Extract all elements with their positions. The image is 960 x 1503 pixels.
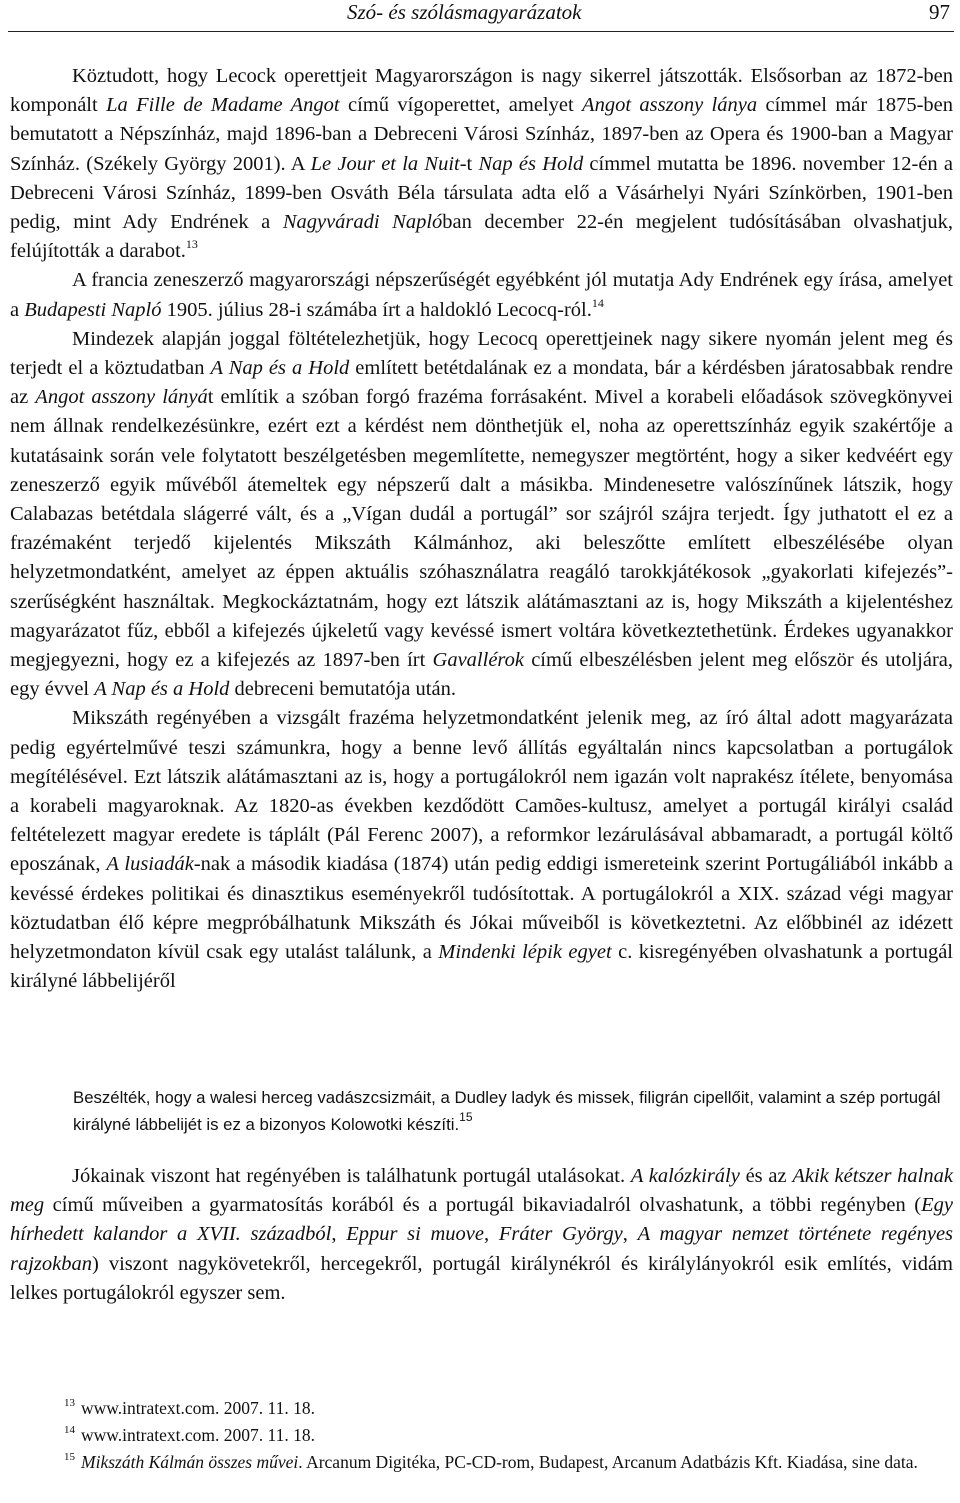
text-run: ,: [622, 1223, 638, 1246]
text-run: ban december 22-én megjelent tudósításában olvashatjuk, felújították a darabot.: [10, 211, 954, 263]
text-run: Beszélték, hogy a walesi herceg vadászcsizmáit, a Dudley ladyk és missek, filigrán cipellőit, valamint a szép portugál királyné lábbelijét is ez a bizonyos Kolowotki készíti.: [73, 1088, 941, 1134]
footnote: [10, 1422, 953, 1449]
paragraph: [10, 325, 953, 705]
footnote-ref: 13: [185, 237, 198, 252]
text-run: -nak a második kiadása (1874) után pedig eddigi ismereteink szerint Portugáliából inkább a kevéssé érdekes politikai és dinasztikus eseményekről tudósítottak. A portugálokról a XIX. század végi magyar köztudatban élő képre megpróbálhatunk Mikszáth és Jókai műveiből is következtetni. Az előbbinél az idézett helyzetmondaton kívül csak egy utalást találunk, a: [10, 853, 953, 964]
main-text-continued: [10, 1162, 953, 1308]
text-run: Mindezek alapján joggal föltételezhetjük, hogy Lecocq operettjeinek nagy sikere nyomán jelent meg és terjedt el a köztudatban: [10, 327, 953, 380]
text-run: Jókainak viszont hat regényében is találhatunk portugál utalásokat.: [72, 1165, 631, 1187]
text-run: c. kisregényében olvashatunk a portugál királyné lábbelijéről: [10, 941, 953, 993]
footnote-number: 15: [64, 1451, 75, 1463]
text-run: címmel mutatta be 1896. november 12-én a Debreceni Városi Színház, 1899-ben Osváth Béla társulata adta elő a Vásárhelyi Nyári Színkörben, 1901-ben pedig, mint Ady Endrének a: [10, 152, 953, 234]
italic-text: Mindenki lépik egyet: [438, 941, 612, 964]
text-run: -t: [459, 152, 479, 175]
footnotes: [10, 1395, 953, 1476]
text-run: www.intratext.com. 2007. 11. 18.: [81, 1398, 315, 1418]
text-run: címmel már 1875-ben bemutatott a Népszínház, majd 1896-ban a Debreceni Városi Színház, 1897-ben az Opera és 1900-ban a Magyar Színház. (Székely György 2001). A: [10, 94, 954, 175]
italic-text: Nap és Hold: [478, 152, 584, 175]
running-header: [0, 0, 960, 32]
text-run: és az: [739, 1165, 793, 1187]
text-run: című elbeszélésben jelent meg először és utoljára, egy évvel: [10, 649, 953, 701]
text-run: A francia zeneszerző magyarországi népszerűségét egyébként jól mutatja Ady Endrének egy írása, amelyet a: [10, 269, 953, 321]
italic-text: A Nap és a Hold: [210, 357, 350, 380]
text-run: debreceni bemutatója után.: [229, 678, 456, 701]
paragraph: [10, 62, 953, 266]
italic-text: Angot asszony lánya: [582, 94, 758, 117]
text-run: t említik a szóban forgó frazéma forrásaként. Mivel a korabeli előadások szövegkönyvei nem állnak rendelkezésünkre, ezért ezt a kérdést nem dönthetjük el, noha az operettszínház egyik szakértője a kutatásaink során vele folytatott beszélgetésben megemlítette, nemegyszer megtörtént, hogy a siker kedvéért egy zeneszerző egyik művéből átemeltek egy népszerű dalt a másikba. Mindenesetre valószínűnek látszik, hogy Calabazas betétdala slágerré vált, és a „Vígan dudál a portugál” sor szájról szájra terjedt. Így juthatott el ez a frazémaként terjedő kijelentés Mikszáth Kálmánhoz, aki beleszőtte említett elbeszélésébe olyan helyzetmondatként, amelyet az éppen aktuális szóhasználatra reagáló tarokkjátékosok „gyakorlati kifejezés”-szerűségként használtak. Megkockáztatnám, hogy ezt látszik alátámasztani az is, hogy Mikszáth a kijelentéshez magyarázatot fűz, ebből a kifejezés újkeletű vagy kevéssé ismert voltára következtethetünk. Érdekes ugyanakkor megjegyezni, hogy ez a kifejezés az 1897-ben írt: [10, 386, 954, 672]
header-rule: [8, 31, 954, 32]
text-run: Mikszáth regényében a vizsgált frazéma helyzetmondatként jelenik meg, az író által adott magyarázata pedig egyértelművé teszi számunkra, hogy a benne levő állítás egyáltalán nincs kapcsolatban a portugálok megítélésével. Ezt látszik alátámasztani az is, hogy a portugálokról nem igazán volt naprakész ítélete, benyomása a korabeli magyaroknak. Az 1820-as években kezdődött Camões-kultusz, amelyet a portugál királyi család feltételezett magyar eredete is táplált (Pál Ferenc 2007), a reformkor lezárulásával abbamaradt, a portugál költő eposzának,: [10, 707, 953, 876]
italic-text: A lusiadák: [106, 853, 194, 876]
text-run: ) viszont nagykövetekről, hercegekről, portugál királynékról és királylányokról esik említés, vidám lelkes portugálokról egyszer sem.: [10, 1252, 953, 1304]
italic-text: Akik kétszer halnak meg: [10, 1165, 953, 1217]
text-run: . Arcanum Digitéka, PC-CD-rom, Budapest, Arcanum Adatbázis Kft. Kiadása, sine data.: [298, 1452, 918, 1472]
text-run: említett betétdalának ez a mondata, bár a kérdésben járatosabbak rendre az: [10, 357, 953, 409]
text-run: ,: [484, 1223, 499, 1246]
text-run: Köztudott, hogy Lecock operettjeit Magyarországon is nagy sikerrel játszották. Elsősorban az 1872-ben komponált: [10, 65, 953, 117]
footnote: [10, 1395, 953, 1422]
footnote: [10, 1449, 953, 1476]
italic-text: Gavallérok: [432, 649, 524, 672]
italic-text: Budapesti Napló: [24, 298, 162, 321]
text-run: ,: [331, 1223, 347, 1246]
italic-text: A magyar nemzet története regényes rajzokban: [10, 1223, 954, 1275]
italic-text: Angot asszony lányá: [35, 386, 208, 409]
italic-text: Nagyváradi Napló: [282, 211, 443, 234]
paragraph: [10, 704, 953, 996]
italic-text: A Nap és a Hold: [94, 678, 230, 701]
italic-text: Mikszáth Kálmán összes művei: [81, 1452, 299, 1472]
paragraph: [10, 266, 953, 324]
footnote-number: 13: [64, 1397, 75, 1409]
text-run: 1905. július 28-i számába írt a haldokló Lecocq-ról.: [161, 298, 592, 321]
italic-text: Fráter György: [498, 1223, 623, 1246]
running-title: Szó- és szólásmagyarázatok: [347, 0, 582, 24]
footnote-ref: 15: [459, 1110, 473, 1124]
page-number: 97: [929, 0, 950, 24]
italic-text: Eppur si muove: [346, 1223, 485, 1246]
text-run: című műveiben a gyarmatosítás korából és a portugál bikaviadalról olvashatunk, a többi regényben (: [44, 1194, 922, 1217]
text-run: www.intratext.com. 2007. 11. 18.: [81, 1425, 315, 1445]
italic-text: Le Jour et la Nuit: [310, 152, 460, 175]
footnote-number: 14: [64, 1424, 75, 1436]
italic-text: La Fille de Madame Angot: [106, 94, 340, 117]
italic-text: Egy hírhedett kalandor a XVII. századból: [10, 1194, 953, 1246]
block-quote: [73, 1084, 953, 1138]
paragraph: [10, 1162, 953, 1308]
text-run: című vígoperettet, amelyet: [339, 94, 583, 117]
italic-text: A kalózkirály: [630, 1165, 740, 1187]
main-text: [10, 62, 953, 997]
footnote-ref: 14: [591, 295, 604, 310]
